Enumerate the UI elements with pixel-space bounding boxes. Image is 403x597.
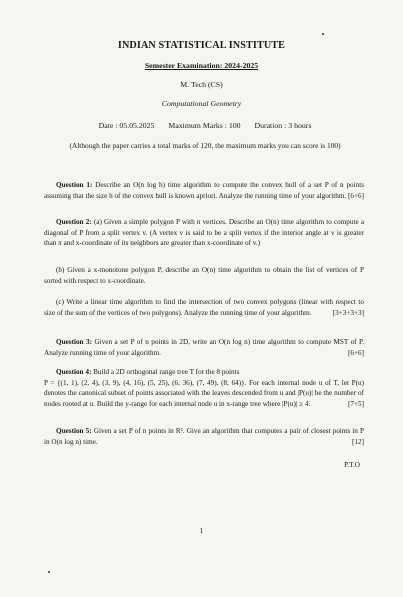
page-number: 1	[199, 526, 204, 535]
exam-meta	[40, 121, 370, 130]
question-2b-text: (b) Given a x-monotone polygon P, describe an O(n) time algorithm to obtain the list of vertices of P sorted with respect to x-coordinate.	[44, 266, 364, 285]
question-1-label: Question 1:	[56, 181, 93, 189]
question-2a	[44, 217, 364, 249]
question-4-marks: [7+5]	[347, 399, 364, 408]
question-4-text-1: Build a 2D orthogonal range tree T for the 8 points	[93, 368, 240, 376]
exam-date: Date : 05.05.2025	[98, 121, 155, 130]
question-2a-text: (a) Given a simple polygon P with n vertices. Describe an O(n) time algorithm to compute a diagonal of P from a split vertex v. (A vertex v is said to be a split vertex if the interior angle at v is greater than π and x-coordinate of its neighbors are greater than x-coordinate of v.)	[44, 218, 365, 248]
question-5-label: Question 5:	[56, 427, 92, 435]
question-4-text-2: P = {(1, 1), (2, 4), (3, 9), (4, 16), (5, 25), (6, 36), (7, 49), (8, 64)}. For each internal node u of T, let P(u) denotes the canonical subset of points associated with the leaves descended from u and |P(u)| be the number of nodes rooted at u. Build the y-range for each internal node u in x-range tree where |P(u)| ≥ 4.	[44, 378, 364, 408]
exam-max-marks: Maximum Marks : 100	[168, 121, 241, 130]
question-4	[44, 367, 364, 409]
speck	[48, 571, 50, 573]
question-2-marks: [3+3+3+3]	[332, 308, 364, 317]
question-4-label: Question 4:	[56, 368, 92, 376]
question-2-label: Question 2:	[56, 218, 92, 226]
question-3-label: Question 3:	[56, 338, 93, 346]
exam-duration: Duration : 3 hours	[254, 121, 312, 130]
pto-label: P.T.O	[344, 461, 360, 469]
speck	[322, 33, 324, 35]
question-5-marks: [12]	[352, 437, 364, 446]
marks-note: (Although the paper carries a total marks of 120, the maximum marks you can score is 100)	[69, 141, 341, 150]
question-1-marks: [6+6]	[347, 191, 364, 200]
question-3	[44, 337, 364, 358]
question-2c	[44, 297, 364, 318]
question-1	[44, 180, 364, 201]
question-1-text: Describe an O(n log h) time algorithm to compute the convex hull of a set P of n points assuming that the size h of the convex hull is known apriori. Analyze the running time of your algorithm.	[44, 181, 365, 200]
institute-title: INDIAN STATISTICAL INSTITUTE	[117, 40, 286, 51]
course-name: M. Tech (CS)	[180, 80, 223, 89]
question-5-text: Given a set P of n points in R². Give an algorithm that computes a pair of closest points in P in O(n log n) time.	[44, 427, 364, 446]
question-3-marks: [6+6]	[347, 348, 364, 357]
question-2b	[44, 265, 364, 286]
subject-name: Computational Geometry	[161, 99, 242, 108]
question-5	[44, 426, 364, 447]
question-3-text: Given a set P of n points in 2D, write an O(n log n) time algorithm to compute MST of P. Analyze running time of your algorithm.	[44, 338, 365, 357]
semester-title: Semester Examination: 2024-2025	[144, 61, 259, 70]
question-2c-text: (c) Write a linear time algorithm to find the intersection of two convex polygons (linear with respect to size of the sum of the vertices of two polygons). Analyze the running time of your algorithm.	[44, 298, 364, 317]
